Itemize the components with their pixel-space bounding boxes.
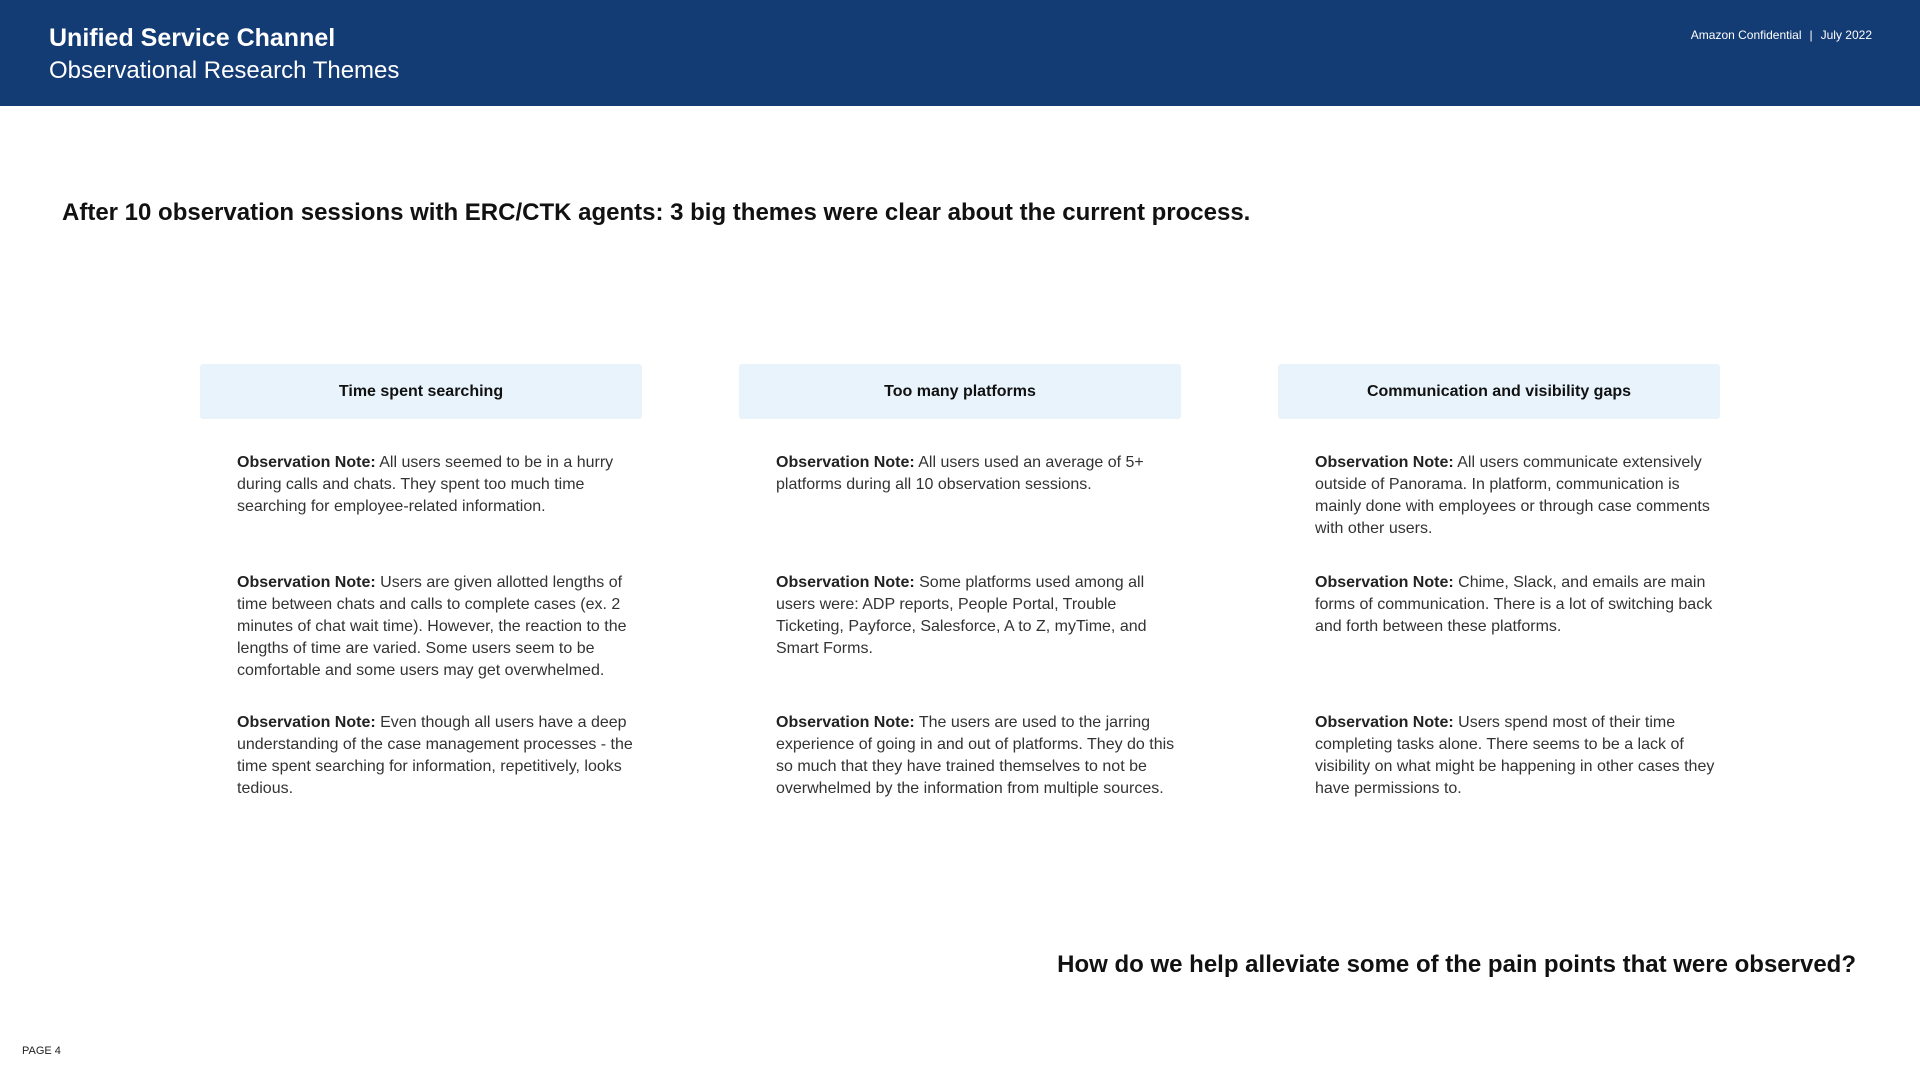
theme-header-box <box>1278 364 1720 419</box>
theme-column <box>1278 364 1720 797</box>
note-text: The users are used to the jarring experience of going in and out of platforms. They do this so much that they have trained themselves to not be overwhelmed by the information from multiple sources. <box>776 714 1175 797</box>
observation-note <box>1315 572 1715 638</box>
date-label: July 2022 <box>1820 28 1872 42</box>
observation-note <box>237 712 637 800</box>
observation-note <box>1315 452 1715 540</box>
header-title: Unified Service Channel <box>49 24 336 52</box>
note-label: Observation Note: <box>1315 574 1454 591</box>
note-label: Observation Note: <box>237 574 376 591</box>
theme-column <box>200 364 642 797</box>
header-bar <box>0 0 1920 106</box>
theme-title: Too many platforms <box>884 382 1036 400</box>
note-label: Observation Note: <box>237 714 376 731</box>
header-separator: | <box>1809 28 1813 42</box>
header-meta <box>1691 27 1872 43</box>
header-subtitle: Observational Research Themes <box>49 57 400 84</box>
theme-title: Communication and visibility gaps <box>1366 382 1632 400</box>
headline: After 10 observation sessions with ERC/CTK agents: 3 big themes were clear about the current process. <box>62 199 1251 226</box>
observation-note <box>776 712 1176 800</box>
page-number: PAGE 4 <box>22 1045 61 1057</box>
theme-column <box>739 364 1181 797</box>
note-text: All users communicate extensively outside of Panorama. In platform, communication is mainly done with employees or through case comments with other users. <box>1315 454 1710 537</box>
note-text: Even though all users have a deep understanding of the case management processes - the time spent searching for information, repetitively, looks tedious. <box>237 714 633 797</box>
theme-header-box <box>739 364 1181 419</box>
observation-note <box>776 572 1176 660</box>
note-label: Observation Note: <box>776 714 915 731</box>
note-label: Observation Note: <box>1315 454 1454 471</box>
note-text: Chime, Slack, and emails are main forms of communication. There is a lot of switching back and forth between these platforms. <box>1315 574 1713 635</box>
note-text: Users are given allotted lengths of time between chats and calls to complete cases (ex. 2 minutes of chat wait time). However, the reaction to the lengths of time are varied. Some users seem to be comfortable and some users may get overwhelmed. <box>237 574 627 679</box>
confidential-label: Amazon Confidential <box>1690 28 1802 42</box>
observation-note <box>237 452 637 518</box>
note-text: All users used an average of 5+ platforms during all 10 observation sessions. <box>776 454 1144 493</box>
note-label: Observation Note: <box>776 574 915 591</box>
observation-note <box>237 572 637 682</box>
note-text: Users spend most of their time completing tasks alone. There seems to be a lack of visibility on what might be happening in other cases they have permissions to. <box>1315 714 1715 797</box>
closing-question: How do we help alleviate some of the pain points that were observed? <box>1057 951 1856 978</box>
note-text: All users seemed to be in a hurry during calls and chats. They spent too much time searching for employee-related information. <box>237 454 614 515</box>
observation-note <box>776 452 1176 496</box>
theme-title: Time spent searching <box>338 382 504 400</box>
note-label: Observation Note: <box>776 454 915 471</box>
theme-header-box <box>200 364 642 419</box>
note-label: Observation Note: <box>237 454 376 471</box>
note-label: Observation Note: <box>1315 714 1454 731</box>
observation-note <box>1315 712 1715 800</box>
note-text: Some platforms used among all users were: ADP reports, People Portal, Trouble Ticketing, Payforce, Salesforce, A to Z, myTime, and Smart Forms. <box>776 574 1147 657</box>
